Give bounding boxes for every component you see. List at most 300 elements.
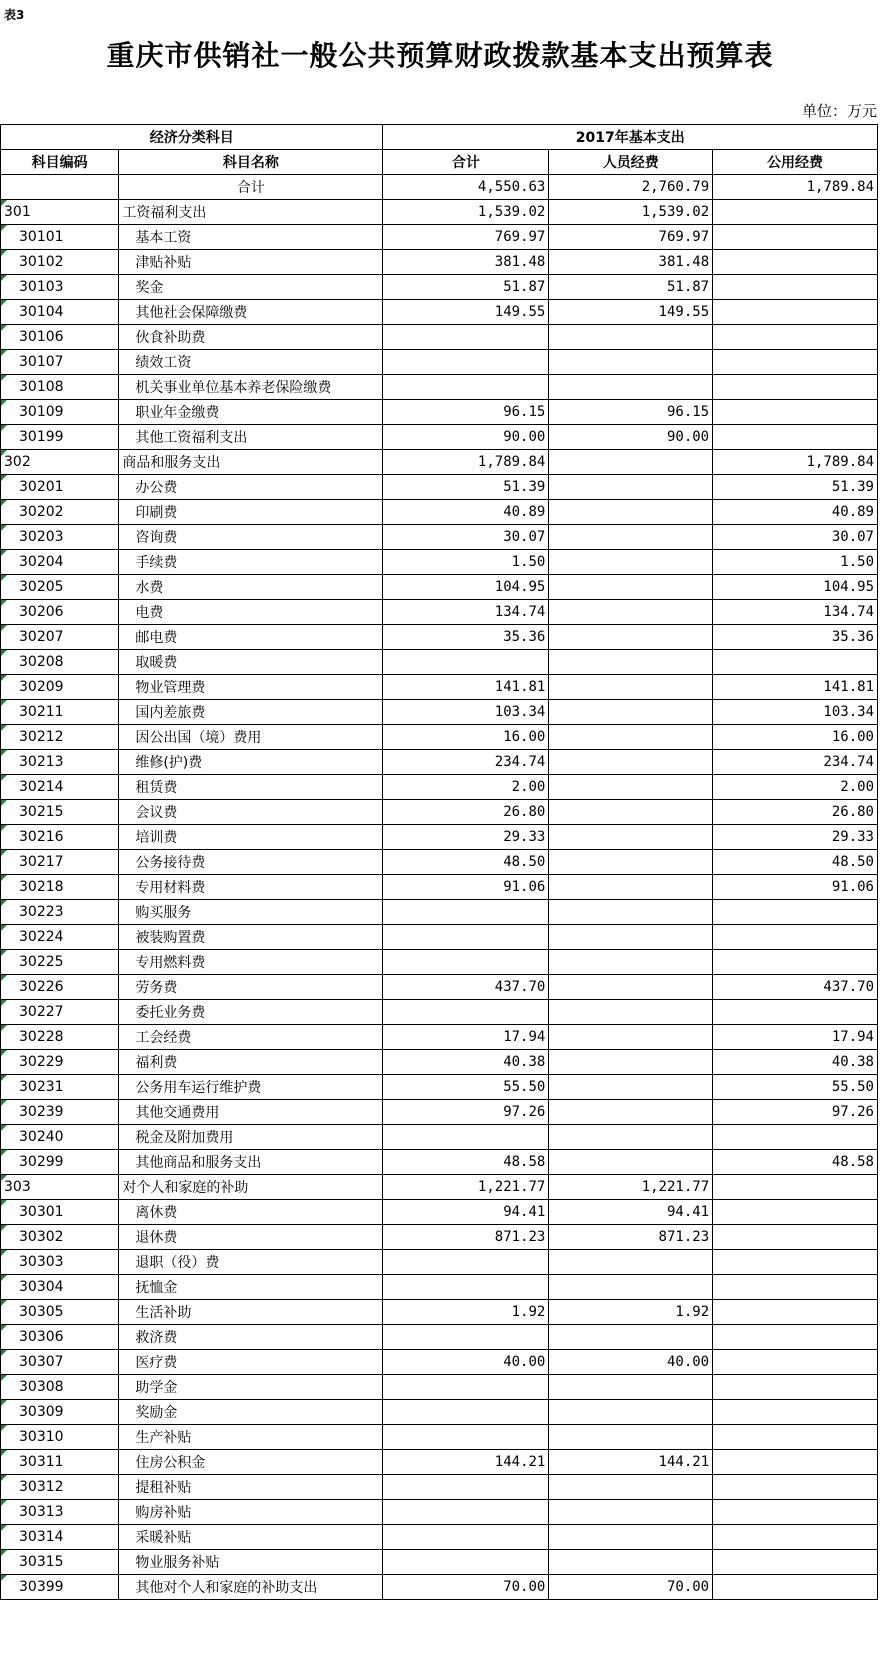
total-cell[interactable]: 91.06 bbox=[383, 875, 549, 900]
code-cell[interactable]: 30206 bbox=[1, 600, 119, 625]
name-cell[interactable]: 劳务费 bbox=[119, 975, 383, 1000]
total-cell[interactable] bbox=[383, 925, 549, 950]
public-cell[interactable]: 437.70 bbox=[713, 975, 878, 1000]
total-cell[interactable] bbox=[383, 650, 549, 675]
total-name-cell[interactable]: 合计 bbox=[119, 175, 383, 200]
name-cell[interactable]: 对个人和家庭的补助 bbox=[119, 1175, 383, 1200]
total-cell[interactable]: 16.00 bbox=[383, 725, 549, 750]
code-cell[interactable]: 30223 bbox=[1, 900, 119, 925]
code-cell[interactable]: 30307 bbox=[1, 1350, 119, 1375]
personnel-cell[interactable] bbox=[549, 450, 713, 475]
public-cell[interactable]: 91.06 bbox=[713, 875, 878, 900]
public-cell[interactable]: 16.00 bbox=[713, 725, 878, 750]
code-cell[interactable]: 30109 bbox=[1, 400, 119, 425]
public-cell[interactable] bbox=[713, 1175, 878, 1200]
personnel-cell[interactable] bbox=[549, 850, 713, 875]
total-cell[interactable] bbox=[383, 1375, 549, 1400]
code-cell[interactable]: 30306 bbox=[1, 1325, 119, 1350]
public-cell[interactable] bbox=[713, 1575, 878, 1600]
name-cell[interactable]: 水费 bbox=[119, 575, 383, 600]
code-cell[interactable]: 30314 bbox=[1, 1525, 119, 1550]
public-cell[interactable] bbox=[713, 250, 878, 275]
total-cell[interactable] bbox=[383, 900, 549, 925]
code-cell[interactable]: 30226 bbox=[1, 975, 119, 1000]
total-cell[interactable]: 141.81 bbox=[383, 675, 549, 700]
code-cell[interactable]: 30224 bbox=[1, 925, 119, 950]
personnel-cell[interactable]: 144.21 bbox=[549, 1450, 713, 1475]
name-cell[interactable]: 购买服务 bbox=[119, 900, 383, 925]
total-cell[interactable]: 40.00 bbox=[383, 1350, 549, 1375]
header-name: 科目名称 bbox=[119, 150, 383, 175]
code-cell[interactable]: 30108 bbox=[1, 375, 119, 400]
name-cell[interactable]: 抚恤金 bbox=[119, 1275, 383, 1300]
public-cell[interactable] bbox=[713, 1200, 878, 1225]
code-cell[interactable]: 30213 bbox=[1, 750, 119, 775]
public-cell[interactable]: 40.89 bbox=[713, 500, 878, 525]
total-code-cell[interactable] bbox=[1, 175, 119, 200]
total-cell[interactable] bbox=[383, 1500, 549, 1525]
code-cell[interactable]: 30310 bbox=[1, 1425, 119, 1450]
name-cell[interactable]: 物业管理费 bbox=[119, 675, 383, 700]
total-cell[interactable]: 134.74 bbox=[383, 600, 549, 625]
code-cell[interactable]: 30208 bbox=[1, 650, 119, 675]
personnel-cell[interactable] bbox=[549, 800, 713, 825]
code-cell[interactable]: 30227 bbox=[1, 1000, 119, 1025]
name-cell[interactable]: 商品和服务支出 bbox=[119, 450, 383, 475]
public-cell[interactable]: 97.26 bbox=[713, 1100, 878, 1125]
total-cell[interactable]: 48.50 bbox=[383, 850, 549, 875]
code-cell[interactable]: 30312 bbox=[1, 1475, 119, 1500]
public-cell[interactable] bbox=[713, 1000, 878, 1025]
personnel-cell[interactable] bbox=[549, 1075, 713, 1100]
public-cell[interactable]: 1,789.84 bbox=[713, 450, 878, 475]
table-row bbox=[1, 425, 878, 450]
personnel-cell[interactable] bbox=[549, 1100, 713, 1125]
personnel-cell[interactable]: 1.92 bbox=[549, 1300, 713, 1325]
personnel-cell[interactable]: 96.15 bbox=[549, 400, 713, 425]
personnel-cell[interactable] bbox=[549, 375, 713, 400]
public-cell[interactable] bbox=[713, 1375, 878, 1400]
name-cell[interactable]: 工资福利支出 bbox=[119, 200, 383, 225]
public-cell[interactable] bbox=[713, 1400, 878, 1425]
code-cell[interactable]: 30106 bbox=[1, 325, 119, 350]
code-cell[interactable]: 30211 bbox=[1, 700, 119, 725]
code-cell[interactable]: 30207 bbox=[1, 625, 119, 650]
public-cell[interactable]: 2.00 bbox=[713, 775, 878, 800]
personnel-cell[interactable] bbox=[549, 1050, 713, 1075]
total-cell[interactable]: 29.33 bbox=[383, 825, 549, 850]
personnel-cell[interactable] bbox=[549, 600, 713, 625]
personnel-cell[interactable] bbox=[549, 625, 713, 650]
public-cell[interactable] bbox=[713, 375, 878, 400]
personnel-cell[interactable] bbox=[549, 1525, 713, 1550]
personnel-cell[interactable] bbox=[549, 975, 713, 1000]
code-cell[interactable]: 303 bbox=[1, 1175, 119, 1200]
total-cell[interactable]: 51.39 bbox=[383, 475, 549, 500]
code-cell[interactable]: 30239 bbox=[1, 1100, 119, 1125]
code-cell[interactable]: 30303 bbox=[1, 1250, 119, 1275]
public-cell[interactable]: 141.81 bbox=[713, 675, 878, 700]
code-cell[interactable]: 302 bbox=[1, 450, 119, 475]
code-cell[interactable]: 30215 bbox=[1, 800, 119, 825]
total-cell[interactable] bbox=[383, 1125, 549, 1150]
personnel-cell[interactable] bbox=[549, 1500, 713, 1525]
header-row-group bbox=[1, 125, 878, 150]
public-cell[interactable] bbox=[713, 350, 878, 375]
personnel-cell[interactable] bbox=[549, 1250, 713, 1275]
personnel-cell[interactable] bbox=[549, 950, 713, 975]
personnel-cell[interactable] bbox=[549, 1150, 713, 1175]
total-cell[interactable] bbox=[383, 350, 549, 375]
total-cell[interactable]: 1,539.02 bbox=[383, 200, 549, 225]
public-cell[interactable]: 29.33 bbox=[713, 825, 878, 850]
public-cell[interactable] bbox=[713, 1550, 878, 1575]
name-cell[interactable]: 福利费 bbox=[119, 1050, 383, 1075]
name-cell[interactable]: 咨询费 bbox=[119, 525, 383, 550]
personnel-cell[interactable] bbox=[549, 700, 713, 725]
total-cell[interactable]: 48.58 bbox=[383, 1150, 549, 1175]
code-cell[interactable]: 30214 bbox=[1, 775, 119, 800]
code-cell[interactable]: 30240 bbox=[1, 1125, 119, 1150]
total-cell[interactable] bbox=[383, 1550, 549, 1575]
code-cell[interactable]: 30204 bbox=[1, 550, 119, 575]
public-cell[interactable] bbox=[713, 225, 878, 250]
code-cell[interactable]: 30104 bbox=[1, 300, 119, 325]
code-cell[interactable]: 30203 bbox=[1, 525, 119, 550]
public-cell[interactable]: 35.36 bbox=[713, 625, 878, 650]
name-cell[interactable]: 助学金 bbox=[119, 1375, 383, 1400]
personnel-cell[interactable] bbox=[549, 725, 713, 750]
code-cell[interactable]: 301 bbox=[1, 200, 119, 225]
name-cell[interactable]: 会议费 bbox=[119, 800, 383, 825]
personnel-cell[interactable] bbox=[549, 1275, 713, 1300]
personnel-cell[interactable] bbox=[549, 675, 713, 700]
table-row bbox=[1, 1275, 878, 1300]
public-cell[interactable] bbox=[713, 1450, 878, 1475]
name-cell[interactable]: 因公出国（境）费用 bbox=[119, 725, 383, 750]
total-cell[interactable]: 871.23 bbox=[383, 1225, 549, 1250]
public-cell[interactable] bbox=[713, 275, 878, 300]
name-cell[interactable]: 生活补助 bbox=[119, 1300, 383, 1325]
public-cell[interactable]: 55.50 bbox=[713, 1075, 878, 1100]
public-cell[interactable] bbox=[713, 1425, 878, 1450]
table-row bbox=[1, 450, 878, 475]
public-cell[interactable] bbox=[713, 1250, 878, 1275]
personnel-cell[interactable]: 40.00 bbox=[549, 1350, 713, 1375]
total-cell[interactable]: 149.55 bbox=[383, 300, 549, 325]
name-cell[interactable]: 专用燃料费 bbox=[119, 950, 383, 975]
code-cell[interactable]: 30218 bbox=[1, 875, 119, 900]
name-cell[interactable]: 基本工资 bbox=[119, 225, 383, 250]
total-cell[interactable] bbox=[383, 1475, 549, 1500]
total-cell[interactable] bbox=[383, 950, 549, 975]
personnel-cell[interactable]: 90.00 bbox=[549, 425, 713, 450]
name-cell[interactable]: 退休费 bbox=[119, 1225, 383, 1250]
personnel-cell[interactable] bbox=[549, 525, 713, 550]
name-cell[interactable]: 培训费 bbox=[119, 825, 383, 850]
code-cell[interactable]: 30305 bbox=[1, 1300, 119, 1325]
total-cell[interactable]: 35.36 bbox=[383, 625, 549, 650]
total-cell[interactable] bbox=[383, 375, 549, 400]
total-cell[interactable] bbox=[383, 325, 549, 350]
name-cell[interactable]: 手续费 bbox=[119, 550, 383, 575]
total-cell[interactable] bbox=[383, 1525, 549, 1550]
name-cell[interactable]: 税金及附加费用 bbox=[119, 1125, 383, 1150]
total-cell[interactable]: 1,221.77 bbox=[383, 1175, 549, 1200]
total-cell[interactable]: 55.50 bbox=[383, 1075, 549, 1100]
code-cell[interactable]: 30205 bbox=[1, 575, 119, 600]
code-cell[interactable]: 30302 bbox=[1, 1225, 119, 1250]
code-cell[interactable]: 30103 bbox=[1, 275, 119, 300]
name-cell[interactable]: 被装购置费 bbox=[119, 925, 383, 950]
total-cell[interactable]: 104.95 bbox=[383, 575, 549, 600]
total-cell[interactable]: 97.26 bbox=[383, 1100, 549, 1125]
total-cell[interactable]: 17.94 bbox=[383, 1025, 549, 1050]
personnel-cell[interactable] bbox=[549, 1425, 713, 1450]
code-cell[interactable]: 30308 bbox=[1, 1375, 119, 1400]
name-cell[interactable]: 提租补贴 bbox=[119, 1475, 383, 1500]
personnel-cell[interactable] bbox=[549, 875, 713, 900]
name-cell[interactable]: 离休费 bbox=[119, 1200, 383, 1225]
public-cell[interactable] bbox=[713, 650, 878, 675]
code-cell[interactable]: 30231 bbox=[1, 1075, 119, 1100]
code-cell[interactable]: 30202 bbox=[1, 500, 119, 525]
total-cell[interactable]: 70.00 bbox=[383, 1575, 549, 1600]
total-public-cell[interactable]: 1,789.84 bbox=[713, 175, 878, 200]
personnel-cell[interactable] bbox=[549, 1400, 713, 1425]
personnel-cell[interactable] bbox=[549, 475, 713, 500]
code-cell[interactable]: 30313 bbox=[1, 1500, 119, 1525]
name-cell[interactable]: 奖励金 bbox=[119, 1400, 383, 1425]
name-cell[interactable]: 维修(护)费 bbox=[119, 750, 383, 775]
code-cell[interactable]: 30229 bbox=[1, 1050, 119, 1075]
code-cell[interactable]: 30199 bbox=[1, 425, 119, 450]
table-row bbox=[1, 525, 878, 550]
personnel-cell[interactable]: 1,221.77 bbox=[549, 1175, 713, 1200]
code-cell[interactable]: 30212 bbox=[1, 725, 119, 750]
total-cell[interactable]: 1,789.84 bbox=[383, 450, 549, 475]
total-cell[interactable] bbox=[383, 1275, 549, 1300]
personnel-cell[interactable]: 871.23 bbox=[549, 1225, 713, 1250]
name-cell[interactable]: 其他商品和服务支出 bbox=[119, 1150, 383, 1175]
personnel-cell[interactable]: 149.55 bbox=[549, 300, 713, 325]
name-cell[interactable]: 其他交通费用 bbox=[119, 1100, 383, 1125]
table-row bbox=[1, 900, 878, 925]
code-cell[interactable]: 30304 bbox=[1, 1275, 119, 1300]
personnel-cell[interactable] bbox=[549, 775, 713, 800]
personnel-cell[interactable] bbox=[549, 325, 713, 350]
code-cell[interactable]: 30301 bbox=[1, 1200, 119, 1225]
code-cell[interactable]: 30201 bbox=[1, 475, 119, 500]
public-cell[interactable] bbox=[713, 950, 878, 975]
name-cell[interactable]: 救济费 bbox=[119, 1325, 383, 1350]
public-cell[interactable]: 40.38 bbox=[713, 1050, 878, 1075]
name-cell[interactable]: 其他对个人和家庭的补助支出 bbox=[119, 1575, 383, 1600]
personnel-cell[interactable] bbox=[549, 500, 713, 525]
name-cell[interactable]: 工会经费 bbox=[119, 1025, 383, 1050]
personnel-cell[interactable] bbox=[549, 1375, 713, 1400]
name-cell[interactable]: 取暖费 bbox=[119, 650, 383, 675]
public-cell[interactable] bbox=[713, 1300, 878, 1325]
name-cell[interactable]: 物业服务补贴 bbox=[119, 1550, 383, 1575]
name-cell[interactable]: 电费 bbox=[119, 600, 383, 625]
name-cell[interactable]: 办公费 bbox=[119, 475, 383, 500]
header-personnel: 人员经费 bbox=[549, 150, 713, 175]
public-cell[interactable] bbox=[713, 1500, 878, 1525]
personnel-cell[interactable]: 381.48 bbox=[549, 250, 713, 275]
table-row bbox=[1, 1300, 878, 1325]
personnel-cell[interactable] bbox=[549, 825, 713, 850]
personnel-cell[interactable] bbox=[549, 550, 713, 575]
public-cell[interactable]: 103.34 bbox=[713, 700, 878, 725]
public-cell[interactable] bbox=[713, 900, 878, 925]
public-cell[interactable]: 48.58 bbox=[713, 1150, 878, 1175]
public-cell[interactable] bbox=[713, 1325, 878, 1350]
code-cell[interactable]: 30216 bbox=[1, 825, 119, 850]
name-cell[interactable]: 奖金 bbox=[119, 275, 383, 300]
table-row bbox=[1, 1125, 878, 1150]
table-row bbox=[1, 1500, 878, 1525]
public-cell[interactable] bbox=[713, 425, 878, 450]
code-cell[interactable]: 30399 bbox=[1, 1575, 119, 1600]
name-cell[interactable]: 购房补贴 bbox=[119, 1500, 383, 1525]
table-row bbox=[1, 225, 878, 250]
total-cell[interactable]: 94.41 bbox=[383, 1200, 549, 1225]
table-row bbox=[1, 1325, 878, 1350]
total-cell[interactable]: 381.48 bbox=[383, 250, 549, 275]
public-cell[interactable] bbox=[713, 300, 878, 325]
personnel-cell[interactable] bbox=[549, 925, 713, 950]
total-cell[interactable] bbox=[383, 1425, 549, 1450]
total-cell[interactable]: 437.70 bbox=[383, 975, 549, 1000]
total-cell[interactable] bbox=[383, 1000, 549, 1025]
public-cell[interactable] bbox=[713, 1350, 878, 1375]
total-cell[interactable]: 51.87 bbox=[383, 275, 549, 300]
public-cell[interactable]: 134.74 bbox=[713, 600, 878, 625]
total-cell[interactable]: 30.07 bbox=[383, 525, 549, 550]
name-cell[interactable]: 退职（役）费 bbox=[119, 1250, 383, 1275]
personnel-cell[interactable]: 51.87 bbox=[549, 275, 713, 300]
total-cell[interactable]: 1.50 bbox=[383, 550, 549, 575]
name-cell[interactable]: 委托业务费 bbox=[119, 1000, 383, 1025]
name-cell[interactable]: 职业年金缴费 bbox=[119, 400, 383, 425]
personnel-cell[interactable] bbox=[549, 1125, 713, 1150]
total-cell[interactable]: 1.92 bbox=[383, 1300, 549, 1325]
public-cell[interactable] bbox=[713, 1475, 878, 1500]
total-cell[interactable]: 769.97 bbox=[383, 225, 549, 250]
personnel-cell[interactable] bbox=[549, 750, 713, 775]
name-cell[interactable]: 绩效工资 bbox=[119, 350, 383, 375]
total-cell[interactable]: 103.34 bbox=[383, 700, 549, 725]
name-cell[interactable]: 租赁费 bbox=[119, 775, 383, 800]
name-cell[interactable]: 医疗费 bbox=[119, 1350, 383, 1375]
total-total-cell[interactable]: 4,550.63 bbox=[383, 175, 549, 200]
public-cell[interactable] bbox=[713, 1525, 878, 1550]
public-cell[interactable] bbox=[713, 1275, 878, 1300]
public-cell[interactable]: 26.80 bbox=[713, 800, 878, 825]
personnel-cell[interactable] bbox=[549, 650, 713, 675]
personnel-cell[interactable]: 70.00 bbox=[549, 1575, 713, 1600]
total-cell[interactable]: 234.74 bbox=[383, 750, 549, 775]
name-cell[interactable]: 生产补贴 bbox=[119, 1425, 383, 1450]
public-cell[interactable]: 17.94 bbox=[713, 1025, 878, 1050]
name-cell[interactable]: 其他工资福利支出 bbox=[119, 425, 383, 450]
public-cell[interactable]: 104.95 bbox=[713, 575, 878, 600]
public-cell[interactable]: 30.07 bbox=[713, 525, 878, 550]
total-cell[interactable]: 26.80 bbox=[383, 800, 549, 825]
code-cell[interactable]: 30225 bbox=[1, 950, 119, 975]
public-cell[interactable] bbox=[713, 400, 878, 425]
personnel-cell[interactable] bbox=[549, 900, 713, 925]
code-cell[interactable]: 30315 bbox=[1, 1550, 119, 1575]
total-personnel-cell[interactable]: 2,760.79 bbox=[549, 175, 713, 200]
public-cell[interactable] bbox=[713, 200, 878, 225]
public-cell[interactable] bbox=[713, 325, 878, 350]
code-cell[interactable]: 30309 bbox=[1, 1400, 119, 1425]
code-cell[interactable]: 30299 bbox=[1, 1150, 119, 1175]
personnel-cell[interactable] bbox=[549, 1475, 713, 1500]
page-title: 重庆市供销社一般公共预算财政拨款基本支出预算表 bbox=[106, 39, 774, 72]
code-cell[interactable]: 30102 bbox=[1, 250, 119, 275]
total-cell[interactable]: 40.38 bbox=[383, 1050, 549, 1075]
personnel-cell[interactable] bbox=[549, 1325, 713, 1350]
personnel-cell[interactable]: 769.97 bbox=[549, 225, 713, 250]
name-cell[interactable]: 公务接待费 bbox=[119, 850, 383, 875]
personnel-cell[interactable] bbox=[549, 1025, 713, 1050]
total-cell[interactable]: 96.15 bbox=[383, 400, 549, 425]
total-cell[interactable]: 90.00 bbox=[383, 425, 549, 450]
personnel-cell[interactable] bbox=[549, 575, 713, 600]
code-cell[interactable]: 30107 bbox=[1, 350, 119, 375]
total-cell[interactable]: 40.89 bbox=[383, 500, 549, 525]
code-cell[interactable]: 30311 bbox=[1, 1450, 119, 1475]
personnel-cell[interactable] bbox=[549, 1550, 713, 1575]
personnel-cell[interactable] bbox=[549, 350, 713, 375]
public-cell[interactable] bbox=[713, 1125, 878, 1150]
name-cell[interactable]: 住房公积金 bbox=[119, 1450, 383, 1475]
personnel-cell[interactable] bbox=[549, 1000, 713, 1025]
total-cell[interactable]: 2.00 bbox=[383, 775, 549, 800]
public-cell[interactable]: 48.50 bbox=[713, 850, 878, 875]
name-cell[interactable]: 其他社会保障缴费 bbox=[119, 300, 383, 325]
table-row bbox=[1, 1025, 878, 1050]
public-cell[interactable]: 1.50 bbox=[713, 550, 878, 575]
total-cell[interactable]: 144.21 bbox=[383, 1450, 549, 1475]
code-cell[interactable]: 30217 bbox=[1, 850, 119, 875]
personnel-cell[interactable]: 1,539.02 bbox=[549, 200, 713, 225]
total-cell[interactable] bbox=[383, 1400, 549, 1425]
public-cell[interactable] bbox=[713, 1225, 878, 1250]
name-cell[interactable]: 津贴补贴 bbox=[119, 250, 383, 275]
code-cell[interactable]: 30228 bbox=[1, 1025, 119, 1050]
name-cell[interactable]: 公务用车运行维护费 bbox=[119, 1075, 383, 1100]
total-cell[interactable] bbox=[383, 1325, 549, 1350]
name-cell[interactable]: 国内差旅费 bbox=[119, 700, 383, 725]
code-cell[interactable]: 30101 bbox=[1, 225, 119, 250]
public-cell[interactable]: 234.74 bbox=[713, 750, 878, 775]
code-cell[interactable]: 30209 bbox=[1, 675, 119, 700]
personnel-cell[interactable]: 94.41 bbox=[549, 1200, 713, 1225]
name-cell[interactable]: 采暖补贴 bbox=[119, 1525, 383, 1550]
name-cell[interactable]: 伙食补助费 bbox=[119, 325, 383, 350]
name-cell[interactable]: 机关事业单位基本养老保险缴费 bbox=[119, 375, 383, 400]
total-cell[interactable] bbox=[383, 1250, 549, 1275]
name-cell[interactable]: 邮电费 bbox=[119, 625, 383, 650]
name-cell[interactable]: 专用材料费 bbox=[119, 875, 383, 900]
public-cell[interactable]: 51.39 bbox=[713, 475, 878, 500]
name-cell[interactable]: 印刷费 bbox=[119, 500, 383, 525]
public-cell[interactable] bbox=[713, 925, 878, 950]
